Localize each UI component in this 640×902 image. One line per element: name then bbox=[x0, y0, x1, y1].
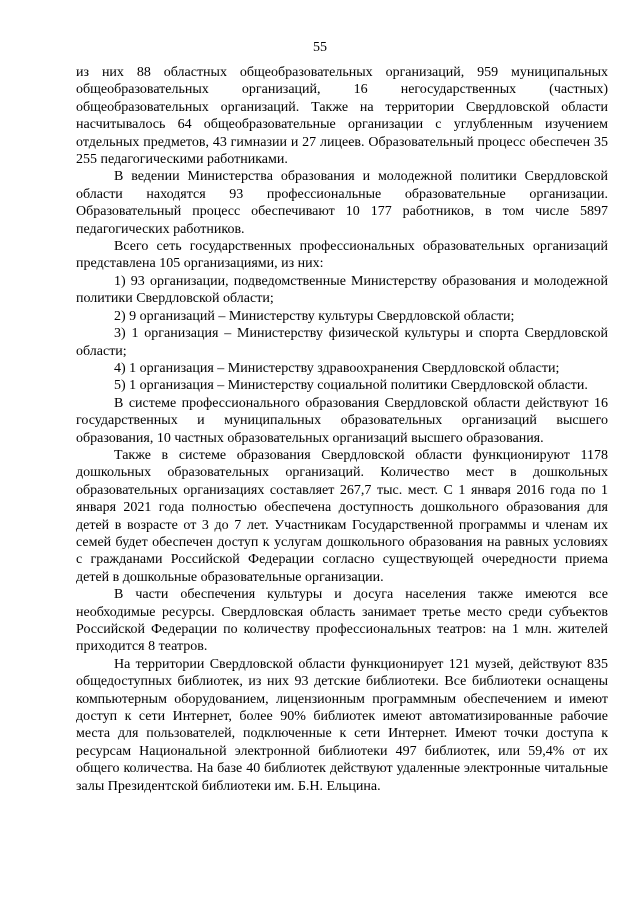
list-item: 5) 1 организация – Министерству социальной политики Свердловской области. bbox=[114, 378, 588, 394]
list-item: 2) 9 организаций – Министерству культуры Свердловской области; bbox=[114, 308, 515, 324]
list-item: 4) 1 организация – Министерству здравоохранения Свердловской области; bbox=[114, 360, 560, 376]
document-body bbox=[76, 64, 608, 795]
paragraph: Всего сеть государственных профессиональных образовательных организаций представлена 105 организациями, из них: bbox=[76, 239, 608, 272]
paragraph-continued: из них 88 областных общеобразовательных организаций, 959 муниципальных общеобразовательных организаций, 16 негосударственных (частных) общеобразовательных организаций. Также на территории Свердловской области насчитывалось 64 общеобразовательные организации с углубленным изучением отдельных предметов, 43 гимназии и 27 лицеев. Образовательный процесс обеспечен 35 255 педагогическими работниками. bbox=[76, 65, 608, 168]
list-item: 1) 93 организации, подведомственные Министерству образования и молодежной политики Свердловской области; bbox=[76, 273, 608, 307]
list-item: 3) 1 организация – Министерству физической культуры и спорта Свердловской области; bbox=[76, 326, 608, 359]
paragraph: В системе профессионального образования Свердловской области действуют 16 государственных и муниципальных образовательных организаций высшего образования, 10 частных образовательных организаций высшего образования. bbox=[76, 395, 608, 446]
paragraph: В ведении Министерства образования и молодежной политики Свердловской области находятся 93 профессиональные образовательные организации. Образовательный процесс обеспечивают 10 177 работников, в том числе 5897 педагогических работников. bbox=[76, 169, 608, 237]
paragraph: На территории Свердловской области функционирует 121 музей, действуют 835 общедоступных библиотек, из них 93 детские библиотеки. Все библиотеки оснащены компьютерным оборудованием, лицензионным программным обеспечением и имеют доступ к сети Интернет, более 90% библиотек имеют автоматизированные рабочие места для пользователей, подключенные к сети Интернет. Имеют точки доступа к ресурсам Национальной электронной библиотеки 497 библиотек, или 59,4% от их общего количества. На базе 40 библиотек действуют удаленные электронные читальные залы Президентской библиотеки им. Б.Н. Ельцина. bbox=[76, 656, 608, 794]
paragraph: Также в системе образования Свердловской области функционируют 1178 дошкольных образовательных организаций. Количество мест в дошкольных образовательных организациях составляет 267,7 тыс. мест. С 1 января 2016 года по 1 января 2021 года полностью обеспечена доступность дошкольного образования для детей в возрасте от 3 до 7 лет. Участникам Государственной программы и членам их семей будет обеспечен доступ к услугам дошкольного образования на равных условиях с гражданами Российской Федерации согласно существующей очередности приема детей в дошкольные образовательные организации. bbox=[76, 447, 608, 585]
paragraph: В части обеспечения культуры и досуга населения также имеются все необходимые ресурсы. Свердловская область занимает третье место среди субъектов Российской Федерации по количеству профессиональных театров: на 1 млн. жителей приходится 8 театров. bbox=[76, 587, 608, 655]
page-number: 55 bbox=[313, 40, 327, 55]
